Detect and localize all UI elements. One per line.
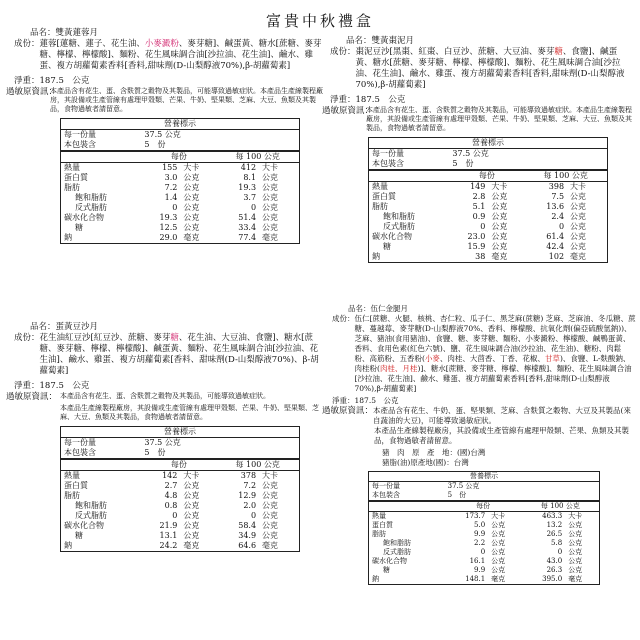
per-serving-value: 148.1 xyxy=(465,575,486,583)
per-serving-value: 0 xyxy=(172,511,178,520)
per-serving-value: 5.0 xyxy=(474,521,486,529)
per-serving-unit: 大卡 xyxy=(180,163,216,174)
nutrient-name: 蛋白質 xyxy=(64,481,88,490)
per-serving-value: 29.0 xyxy=(159,233,178,242)
nutrition-row xyxy=(369,575,600,585)
per-serving-unit: 毫克 xyxy=(183,233,200,242)
product-name-row xyxy=(6,28,326,39)
product-panel-lotus xyxy=(6,28,326,244)
per-100g-unit: 公克 xyxy=(568,557,583,565)
nutrition-row xyxy=(369,252,608,263)
per-100g-value: 58.4 xyxy=(238,521,257,530)
per-100g-value: 0 xyxy=(250,203,257,212)
per-100g-value: 43.0 xyxy=(546,557,563,565)
per-serving-value: 0.9 xyxy=(472,212,486,221)
per-100g-unit: 公克 xyxy=(570,232,587,241)
nutrient-name: 反式脂肪 xyxy=(383,222,415,231)
per-100g-unit: 公克 xyxy=(570,192,587,201)
per-serving-unit: 公克 xyxy=(491,548,506,556)
allergen-text: 本產品含有花生、蛋、含麩質之穀物及其製品，可能導致過敏症狀。本產品生產線製程廠房，其設備或生產管線有處理甲殼類、芒果、牛奶、堅果類、芝麻、大豆、魚類及其製品，食物過敏者請留意。 xyxy=(50,87,323,113)
per-serving-unit: 公克 xyxy=(491,530,506,538)
per-100g-unit: 毫克 xyxy=(568,575,583,583)
allergen-text: 本產品含有花生、蛋、含麩質之穀物及其製品，可能導致過敏症狀。本產品生產線製程廠房，其設備或生產管線有處理甲殼類、芒果、牛奶、堅果類、芝麻、大豆、魚類及其製品，食物過敏者請留意。 xyxy=(366,106,632,132)
per-serving-unit: 公克 xyxy=(183,173,200,182)
per-100g-unit: 公克 xyxy=(262,521,279,530)
servings-label: 本包裝含 xyxy=(64,448,96,457)
per-100g-unit: 公克 xyxy=(262,213,279,222)
per-serving-value: 5.1 xyxy=(472,202,486,211)
per-serving-value: 155 xyxy=(141,163,180,174)
serving-size: 37.5 公克 xyxy=(144,438,181,447)
product-name: 雙黃蓮蓉月 xyxy=(55,28,99,38)
net-weight: 187.5 公克 xyxy=(39,76,90,86)
nutrition-row xyxy=(369,557,600,566)
per-100g-unit: 公克 xyxy=(262,481,279,490)
per-serving-value: 21.9 xyxy=(159,521,178,530)
per-serving-value: 1.4 xyxy=(164,193,178,202)
name-label: 品名： xyxy=(30,322,56,332)
nutrition-row xyxy=(369,182,608,193)
per-100g-unit: 大卡 xyxy=(259,163,299,174)
ingredients-label: 成份： xyxy=(332,314,355,323)
per-serving-unit: 毫克 xyxy=(183,541,200,550)
ingredients-text: 伍仁[蔗糖、火腿、核桃、杏仁粒、瓜子仁、黑芝麻(蔗糖) 芝麻、芝麻油、冬瓜糖、蔗糖、蔓越莓、麥芽糖(D-山梨醇液70%、香料、檸檬酸、抗氧化劑(偏亞硫酸氫鈉))、芝麻、豬油(食用豬油)、食鹽、糖、麥芽糖、麵粉、小麥澱粉、檸檬酸、鹹鴨蛋黃、香料、食用色素(紅色六號)、鹽、花生風味調合油(沙拉油、花生油)、糖粉、肉鬆粉、高筋粉、五香粉(小麥、肉桂、大茴香、丁香、花椒、甘草)、食鹽、L-麩酸鈉、肉桂粉(肉桂、月桂)]、糖水[蔗糖、麥芽糖、檸檬、檸檬酸]、麵粉、花生風味調合油[沙拉油、花生油]、鹼水、雞蛋、複方胡蘿蔔素香料[香料,甜味劑(D-山梨醇液70%),β-胡蘿蔔素] xyxy=(354,314,636,393)
per-serving-unit: 公克 xyxy=(183,203,200,212)
nutrient-name: 熱量 xyxy=(61,471,142,482)
product-name-row xyxy=(322,36,634,47)
net-weight-row xyxy=(322,95,634,106)
nutrition-row xyxy=(369,548,600,557)
per-serving-unit: 公克 xyxy=(183,521,200,530)
per-serving-header: 每份 xyxy=(141,151,216,163)
per-serving-value: 2.8 xyxy=(472,192,486,201)
ingredients-row xyxy=(322,314,636,394)
nutrition-heading: 營養標示 xyxy=(61,427,300,438)
nutrient-name: 飽和脂肪 xyxy=(383,212,415,221)
nutrition-row xyxy=(61,213,300,223)
nutrient-name: 蛋白質 xyxy=(372,192,396,201)
product-name: 伍仁金腿月 xyxy=(370,304,408,313)
net-weight-label: 淨重： xyxy=(332,396,355,405)
per-100g-value: 378 xyxy=(216,471,259,482)
nutrition-table xyxy=(368,471,600,585)
per-100g-value: 64.6 xyxy=(238,541,257,550)
per-serving-header: 每份 xyxy=(445,501,522,512)
per-serving-unit: 公克 xyxy=(183,501,200,510)
per-100g-unit: 公克 xyxy=(568,566,583,574)
allergen-text: 本產品含有花生、蛋、含麩質之穀物及其製品，可能導致過敏症狀。 xyxy=(60,392,270,400)
nutrient-name: 熱量 xyxy=(369,182,450,193)
nutrition-table xyxy=(60,426,300,552)
nutrient-name: 反式脂肪 xyxy=(383,548,411,556)
per-100g-value: 34.9 xyxy=(238,531,257,540)
per-serving-unit: 公克 xyxy=(491,222,508,231)
product-name-row xyxy=(6,322,324,333)
nutrient-name: 飽和脂肪 xyxy=(75,193,107,202)
net-weight-row xyxy=(6,381,324,392)
per-serving-value: 12.5 xyxy=(159,223,178,232)
nutrient-name: 糖 xyxy=(383,242,391,251)
per-serving-unit: 大卡 xyxy=(488,182,524,193)
per-serving-value: 0.8 xyxy=(164,501,178,510)
nutrient-name: 糖 xyxy=(383,566,390,574)
allergen-label: 過敏原資訊： xyxy=(322,406,374,416)
per-100g-unit: 公克 xyxy=(568,521,583,529)
per-serving-value: 38 xyxy=(475,252,486,261)
per-100g-value: 2.0 xyxy=(243,501,257,510)
per-serving-unit: 公克 xyxy=(491,566,506,574)
per-100g-value: 7.2 xyxy=(243,481,257,490)
per-100g-unit: 公克 xyxy=(568,548,583,556)
nutrient-name: 鈉 xyxy=(64,233,72,242)
per-serving-unit: 公克 xyxy=(491,557,506,565)
nutrition-row xyxy=(369,222,608,232)
per-serving-value: 0 xyxy=(480,548,486,556)
per-100g-unit: 大卡 xyxy=(565,512,599,522)
per-serving-value: 7.2 xyxy=(164,183,178,192)
per-100g-value: 42.4 xyxy=(546,242,565,251)
nutrition-row xyxy=(61,223,300,233)
per-100g-value: 5.8 xyxy=(551,539,563,547)
nutrition-row xyxy=(61,163,300,174)
per-100g-value: 412 xyxy=(216,163,259,174)
allergen-text-2: 本產品生產線製程廠房，其設備或生產管線有處理甲殼類、芒果、魚類及其製品，食物過敏者請留意。 xyxy=(374,426,629,445)
servings: 5 份 xyxy=(447,491,467,499)
per-serving-value: 13.1 xyxy=(159,531,178,540)
serving-size-label: 每一份量 xyxy=(64,438,96,447)
nutrition-heading: 營養標示 xyxy=(369,472,600,482)
per-serving-value: 173.7 xyxy=(445,512,489,522)
net-weight-label: 淨重： xyxy=(14,381,40,391)
net-weight-row xyxy=(322,396,636,406)
nutrient-name: 脂肪 xyxy=(372,202,388,211)
per-serving-value: 0 xyxy=(480,222,486,231)
allergen-label: 過敏原資訊： xyxy=(6,87,58,97)
nutrition-row xyxy=(61,173,300,183)
per-serving-value: 2.2 xyxy=(474,539,486,547)
per-100g-unit: 公克 xyxy=(262,223,279,232)
allergen-highlight: 肉桂、月桂 xyxy=(379,364,418,373)
servings-label: 本包裝含 xyxy=(372,159,404,168)
per-100g-header: 每 100 公克 xyxy=(522,501,600,512)
name-label: 品名： xyxy=(346,36,372,46)
serving-size: 37.5 公克 xyxy=(452,149,489,158)
per-serving-unit: 大卡 xyxy=(180,471,216,482)
per-100g-unit: 公克 xyxy=(570,202,587,211)
per-serving-unit: 公克 xyxy=(491,212,508,221)
nutrient-name: 碳水化合物 xyxy=(372,557,407,565)
per-serving-value: 3.0 xyxy=(164,173,178,182)
allergen-row xyxy=(322,406,636,426)
net-weight-row xyxy=(6,76,326,87)
per-serving-header: 每份 xyxy=(141,459,216,471)
servings-label: 本包裝含 xyxy=(372,491,400,499)
servings: 5 份 xyxy=(144,448,166,457)
serving-size-label: 每一份量 xyxy=(64,130,96,139)
per-100g-unit: 公克 xyxy=(262,183,279,192)
ingredients-text: 棗泥豆沙[黑棗、紅棗、白豆沙、蔗糖、大豆油、麥芽糖、食鹽]、鹹蛋黃、糖水[蔗糖、麥芽糖、檸檬、檸檬酸]、麵粉、花生風味調合油[沙拉油、花生油]、鹼水、雞蛋、複方胡蘿蔔素香料[香料,甜味劑(D-山梨醇液70%),β-胡蘿蔔素] xyxy=(355,47,625,90)
nutrition-row xyxy=(61,531,300,541)
nutrition-row xyxy=(369,192,608,202)
per-100g-value: 398 xyxy=(524,182,567,193)
per-100g-unit: 毫克 xyxy=(570,252,587,261)
per-100g-unit: 公克 xyxy=(262,511,279,520)
per-100g-unit: 毫克 xyxy=(262,541,279,550)
per-100g-unit: 公克 xyxy=(568,539,583,547)
nutrient-name: 熱量 xyxy=(61,163,142,174)
nutrient-name: 熱量 xyxy=(369,512,445,522)
per-100g-unit: 公克 xyxy=(262,501,279,510)
per-100g-unit: 公克 xyxy=(570,242,587,251)
nutrition-row xyxy=(61,183,300,193)
nutrition-row xyxy=(61,203,300,213)
per-serving-unit: 公克 xyxy=(491,192,508,201)
nutrition-row xyxy=(369,512,600,522)
serving-size-label: 每一份量 xyxy=(372,482,400,490)
per-serving-value: 16.1 xyxy=(469,557,486,565)
allergen-label: 過敏原資訊： xyxy=(322,106,374,116)
nutrition-row xyxy=(61,471,300,482)
per-100g-unit: 公克 xyxy=(262,491,279,500)
serving-size-label: 每一份量 xyxy=(372,149,404,158)
allergen-text: 本產品含有花生、牛奶、蛋、堅果類、芝麻、含麩質之穀物、大豆及其製品(來自蔬油的大豆)，可能導致過敏症狀。 xyxy=(373,406,631,425)
nutrient-name: 碳水化合物 xyxy=(372,232,412,241)
nutrition-heading: 營養標示 xyxy=(369,138,608,149)
per-100g-value: 26.5 xyxy=(546,530,563,538)
per-serving-unit: 公克 xyxy=(183,183,200,192)
per-serving-unit: 公克 xyxy=(183,481,200,490)
allergen-text-2: 本產品生產線製程廠房，其設備或生產管線有處理甲殼類、芒果、牛奶、堅果類、芝麻、大豆、魚類及其製品，食物過敏者請留意。 xyxy=(60,404,319,421)
per-100g-value: 61.4 xyxy=(546,232,565,241)
net-weight: 187.5 公克 xyxy=(39,381,90,391)
per-serving-unit: 公克 xyxy=(491,539,506,547)
servings-label: 本包裝含 xyxy=(64,140,96,149)
per-serving-unit: 毫克 xyxy=(491,575,506,583)
nutrition-row xyxy=(369,232,608,242)
per-serving-unit: 公克 xyxy=(183,531,200,540)
per-100g-value: 13.6 xyxy=(546,202,565,211)
per-100g-unit: 大卡 xyxy=(259,471,299,482)
page-title: 富貴中秋禮盒 xyxy=(265,12,374,30)
per-100g-value: 102 xyxy=(548,252,565,261)
serving-size: 37.5 公克 xyxy=(447,482,480,490)
product-name-row xyxy=(322,304,636,314)
allergen-label: 過敏原資訊： xyxy=(6,392,58,402)
per-100g-unit: 公克 xyxy=(570,212,587,221)
nutrition-row xyxy=(369,530,600,539)
nutrient-name: 糖 xyxy=(75,223,83,232)
per-100g-unit: 公克 xyxy=(262,531,279,540)
per-100g-value: 51.4 xyxy=(238,213,257,222)
per-100g-value: 77.4 xyxy=(238,233,257,242)
serving-size: 37.5 公克 xyxy=(144,130,181,139)
net-weight: 187.5 公克 xyxy=(355,95,406,105)
ingredients-label: 成份： xyxy=(14,333,40,343)
nutrient-name: 脂肪 xyxy=(372,530,386,538)
nutrition-heading: 營養標示 xyxy=(61,119,300,130)
ingredients-text: 花生油紅豆沙[紅豆沙、蔗糖、麥芽糖、花生油、大豆油、食鹽]、糖水[蔗糖、麥芽糖、檸檬、檸檬酸]、鹹蛋黃、麵粉、花生風味調合油[沙拉油、花生油]、鹼水、雞蛋、複方胡蘿蔔素[香料、甜味劑(D-山梨醇液70%)、β-胡蘿蔔素] xyxy=(39,333,319,376)
nutrition-row xyxy=(61,541,300,552)
per-100g-unit: 公克 xyxy=(570,222,587,231)
per-100g-value: 8.1 xyxy=(243,173,257,182)
allergen-highlight: 糖 xyxy=(170,333,179,343)
per-serving-value: 19.3 xyxy=(159,213,178,222)
product-panel-fivenut xyxy=(322,304,636,585)
per-100g-value: 12.9 xyxy=(238,491,257,500)
net-weight: 187.5 公克 xyxy=(354,396,399,405)
nutrition-row xyxy=(61,511,300,521)
name-label: 品名： xyxy=(30,28,56,38)
allergen-highlight: 小麥澱粉 xyxy=(144,39,179,49)
ingredients-row xyxy=(6,39,326,72)
nutrition-row xyxy=(369,212,608,222)
product-name: 蛋黃豆沙月 xyxy=(55,322,99,332)
nutrition-row xyxy=(61,233,300,244)
nutrient-name: 脂肪 xyxy=(64,491,80,500)
nutrition-row xyxy=(61,491,300,501)
per-serving-unit: 公克 xyxy=(491,521,506,529)
per-serving-value: 149 xyxy=(449,182,488,193)
nutrition-table xyxy=(60,118,300,244)
nutrient-name: 鈉 xyxy=(372,575,379,583)
nutrient-name: 反式脂肪 xyxy=(75,511,107,520)
per-serving-value: 15.9 xyxy=(467,242,486,251)
per-100g-value: 19.3 xyxy=(238,183,257,192)
per-100g-header: 每 100 公克 xyxy=(216,459,299,471)
per-serving-value: 2.7 xyxy=(164,481,178,490)
nutrient-name: 蛋白質 xyxy=(372,521,393,529)
nutrition-row xyxy=(369,242,608,252)
nutrition-row xyxy=(61,193,300,203)
per-100g-header: 每 100 公克 xyxy=(524,170,607,182)
nutrition-row xyxy=(61,501,300,511)
per-serving-value: 9.9 xyxy=(474,566,486,574)
per-serving-unit: 毫克 xyxy=(491,252,508,261)
per-serving-value: 4.8 xyxy=(164,491,178,500)
nutrient-name: 飽和脂肪 xyxy=(75,501,107,510)
per-serving-unit: 公克 xyxy=(183,223,200,232)
per-serving-unit: 公克 xyxy=(183,213,200,222)
per-100g-header: 每 100 公克 xyxy=(216,151,299,163)
nutrition-row xyxy=(369,521,600,530)
per-serving-unit: 公克 xyxy=(491,242,508,251)
per-serving-unit: 公克 xyxy=(491,202,508,211)
per-serving-unit: 公克 xyxy=(183,193,200,202)
allergen-highlight: 糖 xyxy=(554,47,563,57)
lard-origin: 豬脂(油)原產地(國)：台灣 xyxy=(382,458,469,467)
nutrient-name: 反式脂肪 xyxy=(75,203,107,212)
per-100g-value: 26.3 xyxy=(546,566,563,574)
ingredients-label: 成份： xyxy=(330,47,356,57)
per-serving-header: 每份 xyxy=(449,170,524,182)
per-100g-unit: 大卡 xyxy=(567,182,607,193)
per-serving-unit: 公克 xyxy=(183,491,200,500)
per-100g-unit: 公克 xyxy=(568,530,583,538)
nutrient-name: 鈉 xyxy=(64,541,72,550)
per-100g-value: 0 xyxy=(558,222,565,231)
per-100g-value: 0 xyxy=(557,548,563,556)
per-100g-value: 13.2 xyxy=(546,521,563,529)
per-100g-value: 0 xyxy=(250,511,257,520)
per-serving-unit: 公克 xyxy=(491,232,508,241)
per-100g-unit: 毫克 xyxy=(262,233,279,242)
nutrient-name: 脂肪 xyxy=(64,183,80,192)
per-serving-value: 0 xyxy=(172,203,178,212)
product-name: 雙黃棗泥月 xyxy=(371,36,415,46)
per-100g-unit: 公克 xyxy=(262,173,279,182)
per-100g-value: 395.0 xyxy=(542,575,563,583)
per-serving-value: 9.9 xyxy=(474,530,486,538)
servings: 5 份 xyxy=(144,140,166,149)
allergen-highlight: 甘草 xyxy=(544,354,560,363)
per-100g-value: 33.4 xyxy=(238,223,257,232)
nutrient-name: 蛋白質 xyxy=(64,173,88,182)
product-panel-jujube xyxy=(322,36,634,263)
nutrition-row xyxy=(61,481,300,491)
nutrient-name: 碳水化合物 xyxy=(64,521,104,530)
nutrition-row xyxy=(369,202,608,212)
per-serving-value: 23.0 xyxy=(467,232,486,241)
per-100g-value: 3.7 xyxy=(243,193,257,202)
ingredients-label: 成份： xyxy=(14,39,40,49)
product-panel-redbean xyxy=(6,322,324,552)
per-100g-unit: 公克 xyxy=(262,203,279,212)
ingredients-text: 蓮蓉[蓮糖、蓮子、花生油、小麥澱粉、麥芽糖]、鹹蛋黃、糖水[蔗糖、麥芽糖、檸檬、檸檬酸]、麵粉、花生風味調合油[沙拉油、花生油]、鹼水、雞蛋、複方胡蘿蔔素香料[香料,甜味劑(D-山梨醇液70%),β-胡蘿蔔素] xyxy=(39,39,322,71)
per-serving-value: 24.2 xyxy=(159,541,178,550)
nutrient-name: 飽和脂肪 xyxy=(383,539,411,547)
nutrition-row xyxy=(61,521,300,531)
nutrition-row xyxy=(369,539,600,548)
per-serving-unit: 公克 xyxy=(183,511,200,520)
net-weight-label: 淨重： xyxy=(330,95,356,105)
net-weight-label: 淨重： xyxy=(14,76,40,86)
per-100g-value: 7.5 xyxy=(551,192,565,201)
per-serving-unit: 大卡 xyxy=(488,512,521,522)
nutrition-table xyxy=(368,137,608,263)
per-serving-value: 142 xyxy=(141,471,180,482)
nutrient-name: 糖 xyxy=(75,531,83,540)
ingredients-row xyxy=(6,333,324,377)
nutrient-name: 鈉 xyxy=(372,252,380,261)
ingredients-row xyxy=(322,47,634,91)
per-100g-value: 2.4 xyxy=(551,212,565,221)
servings: 5 份 xyxy=(452,159,474,168)
allergen-highlight: 小麥 xyxy=(424,354,440,363)
name-label: 品名： xyxy=(348,304,371,313)
per-100g-value: 463.3 xyxy=(522,512,566,522)
nutrition-row xyxy=(369,566,600,575)
nutrient-name: 碳水化合物 xyxy=(64,213,104,222)
per-100g-unit: 公克 xyxy=(262,193,279,202)
pork-origin: 豬 肉 原 產 地：(國)台灣 xyxy=(382,448,486,457)
